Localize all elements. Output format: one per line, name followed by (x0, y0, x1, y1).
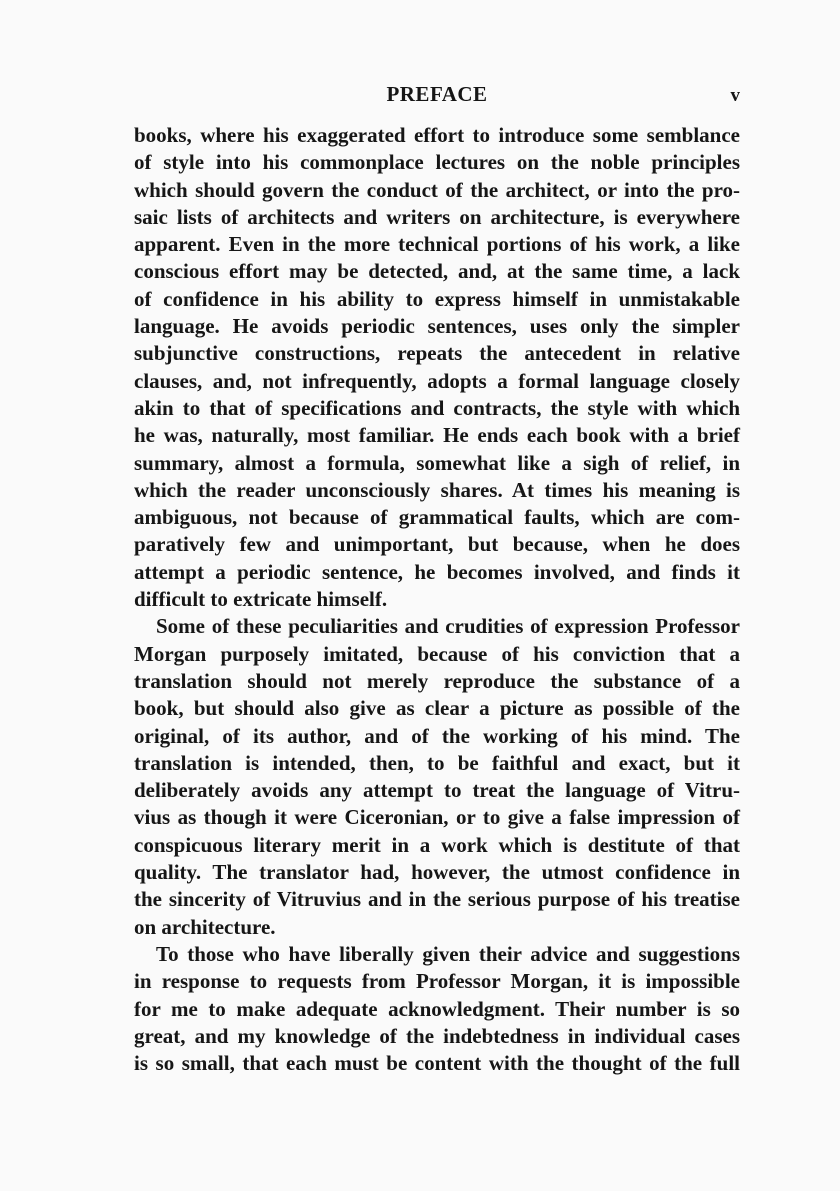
text-line: which the reader unconsciously shares. At times his meaning is (134, 477, 740, 502)
text-line: deliberately avoids any attempt to treat the language of Vitru- (134, 778, 740, 803)
text-line: Some of these peculiarities and crudities of expression Professor (156, 614, 740, 639)
text-line: which should govern the conduct of the architect, or into the pro- (134, 177, 740, 202)
text-line: Morgan purposely imitated, because of his conviction that a (134, 641, 740, 666)
text-line: summary, almost a formula, somewhat like a sigh of relief, in (134, 450, 740, 475)
text-line: of style into his commonplace lectures on the noble principles (134, 150, 740, 175)
running-head (134, 82, 740, 112)
text-line: is so small, that each must be content with the thought of the full (134, 1051, 740, 1076)
text-line: attempt a periodic sentence, he becomes involved, and finds it (134, 559, 740, 584)
text-line: difficult to extricate himself. (134, 587, 388, 612)
text-line: apparent. Even in the more technical portions of his work, a like (134, 232, 740, 257)
text-line: To those who have liberally given their advice and suggestions (156, 941, 740, 966)
text-line: vius as though it were Ciceronian, or to give a false impression of (134, 805, 740, 830)
page-number: v (730, 85, 740, 106)
text-line: conscious effort may be detected, and, at the same time, a lack (134, 259, 740, 284)
text-line: subjunctive constructions, repeats the antecedent in relative (134, 341, 740, 366)
text-line: in response to requests from Professor Morgan, it is impossible (134, 969, 740, 994)
text-line: on architecture. (134, 914, 276, 939)
text-line: ambiguous, not because of grammatical faults, which are com- (134, 505, 740, 530)
text-line: akin to that of specifications and contracts, the style with which (134, 395, 740, 420)
text-line: books, where his exaggerated effort to introduce some semblance (134, 123, 740, 147)
text-line: for me to make adequate acknowledgment. Their number is so (134, 996, 740, 1021)
text-line: language. He avoids periodic sentences, uses only the simpler (134, 314, 740, 339)
text-line: quality. The translator had, however, the utmost confidence in (134, 860, 740, 885)
text-line: he was, naturally, most familiar. He ends each book with a brief (134, 423, 740, 448)
body-text (134, 122, 740, 1077)
text-line: clauses, and, not infrequently, adopts a formal language closely (134, 368, 740, 393)
text-line: great, and my knowledge of the indebtedness in individual cases (134, 1023, 740, 1048)
text-line: of confidence in his ability to express himself in unmistakable (134, 286, 740, 311)
text-line: paratively few and unimportant, but because, when he does (134, 532, 740, 557)
text-line: conspicuous literary merit in a work which is destitute of that (134, 832, 740, 857)
text-line: the sincerity of Vitruvius and in the serious purpose of his treatise (134, 887, 740, 912)
text-line: saic lists of architects and writers on architecture, is everywhere (134, 204, 740, 229)
text-line: book, but should also give as clear a picture as possible of the (134, 696, 740, 721)
text-line: original, of its author, and of the working of his mind. The (134, 723, 740, 748)
text-line: translation should not merely reproduce the substance of a (134, 668, 740, 693)
text-line: translation is intended, then, to be faithful and exact, but it (134, 750, 740, 775)
page-title: PREFACE (386, 82, 488, 106)
